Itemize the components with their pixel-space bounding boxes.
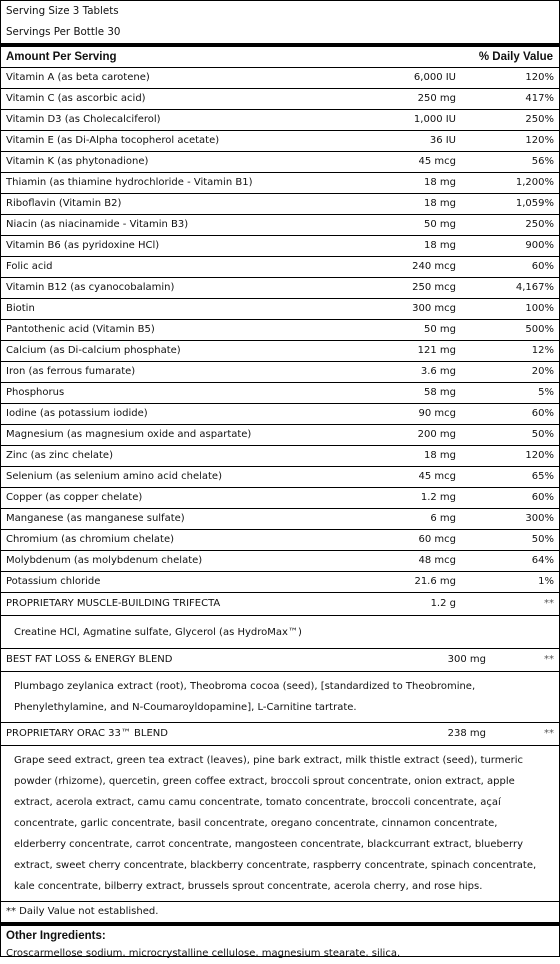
nutrient-row <box>1 194 559 215</box>
nutrient-daily-value: 60% <box>531 492 554 503</box>
nutrient-daily-value: 900% <box>525 240 554 251</box>
nutrient-amount: 1,000 IU <box>413 114 456 125</box>
blend-fat-loss-energy <box>1 649 559 723</box>
nutrient-name: Molybdenum (as molybdenum chelate) <box>6 555 203 566</box>
blend-amount: 238 mg <box>447 728 486 739</box>
nutrient-name: Biotin <box>6 303 35 314</box>
nutrient-name: Thiamin (as thiamine hydrochloride - Vitamin B1) <box>6 177 253 188</box>
nutrient-row <box>1 404 559 425</box>
blend-name: PROPRIETARY MUSCLE-BUILDING TRIFECTA <box>6 598 221 609</box>
blend-ingredients: Grape seed extract, green tea extract (leaves), pine bark extract, milk thistle extract (seed), turmeric powder (rhizome), quercetin, green coffee extract, broccoli sprout concentrate, onion extract, apple extract, acerola extract, camu camu concentrate, tomato concentrate, broccoli concentrate, açaí concentrate, garlic concentrate, basil concentrate, oregano concentrate, cinnamon concentrate, elderberry concentrate, carrot concentrate, mangosteen concentrate, blackcurrant extract, blueberry extract, sweet cherry concentrate, blackberry concentrate, raspberry concentrate, spinach concentrate, kale concentrate, bilberry extract, brussels sprout concentrate, acerola cherry, and rose hips. <box>1 746 559 902</box>
nutrient-row <box>1 278 559 299</box>
nutrient-name: Niacin (as niacinamide - Vitamin B3) <box>6 219 189 230</box>
nutrient-amount: 50 mg <box>424 219 456 230</box>
nutrient-name: Folic acid <box>6 261 53 272</box>
nutrient-amount: 48 mcg <box>418 555 456 566</box>
nutrient-amount: 300 mcg <box>412 303 456 314</box>
nutrient-row <box>1 530 559 551</box>
nutrient-row <box>1 467 559 488</box>
nutrient-daily-value: 1,059% <box>515 198 554 209</box>
nutrient-daily-value: 1,200% <box>515 177 554 188</box>
nutrient-name: Vitamin E (as Di-Alpha tocopherol acetate) <box>6 135 220 146</box>
nutrient-row <box>1 362 559 383</box>
nutrient-daily-value: 100% <box>525 303 554 314</box>
nutrient-row <box>1 551 559 572</box>
nutrient-row <box>1 110 559 131</box>
nutrient-amount: 18 mg <box>424 450 456 461</box>
nutrient-amount: 45 mcg <box>418 156 456 167</box>
nutrient-name: Copper (as copper chelate) <box>6 492 143 503</box>
blend-title-row <box>1 649 559 672</box>
nutrient-amount: 50 mg <box>424 324 456 335</box>
nutrient-amount: 250 mcg <box>412 282 456 293</box>
nutrient-amount: 6,000 IU <box>413 72 456 83</box>
nutrient-amount: 18 mg <box>424 240 456 251</box>
blend-orac <box>1 723 559 902</box>
nutrient-row <box>1 131 559 152</box>
nutrient-amount: 36 IU <box>429 135 456 146</box>
blend-ingredients: Creatine HCl, Agmatine sulfate, Glycerol (as HydroMax™) <box>1 616 559 649</box>
nutrient-row <box>1 173 559 194</box>
nutrient-row <box>1 572 559 593</box>
amount-per-serving-heading: Amount Per Serving <box>6 51 117 63</box>
nutrient-name: Iodine (as potassium iodide) <box>6 408 148 419</box>
nutrient-daily-value: 417% <box>525 93 554 104</box>
nutrient-name: Iron (as ferrous fumarate) <box>6 366 136 377</box>
daily-value-heading: % Daily Value <box>478 51 553 63</box>
nutrient-daily-value: 65% <box>531 471 554 482</box>
servings-per-container: Servings Per Bottle 30 <box>6 26 121 38</box>
nutrient-daily-value: 120% <box>525 72 554 83</box>
other-ingredients-title: Other Ingredients: <box>1 922 559 944</box>
nutrient-row <box>1 488 559 509</box>
nutrient-name: Vitamin D3 (as Cholecalciferol) <box>6 114 161 125</box>
nutrient-amount: 45 mcg <box>418 471 456 482</box>
nutrient-row <box>1 257 559 278</box>
nutrient-name: Chromium (as chromium chelate) <box>6 534 175 545</box>
nutrient-name: Vitamin B6 (as pyridoxine HCl) <box>6 240 160 251</box>
nutrient-amount: 18 mg <box>424 177 456 188</box>
nutrient-daily-value: 500% <box>525 324 554 335</box>
blend-muscle-building <box>1 593 559 649</box>
nutrient-daily-value: 50% <box>531 534 554 545</box>
nutrient-row <box>1 425 559 446</box>
nutrient-amount: 250 mg <box>417 93 456 104</box>
nutrient-daily-value: 50% <box>531 429 554 440</box>
nutrient-name: Pantothenic acid (Vitamin B5) <box>6 324 155 335</box>
nutrient-name: Potassium chloride <box>6 576 101 587</box>
nutrient-daily-value: 5% <box>538 387 554 398</box>
nutrient-row <box>1 509 559 530</box>
nutrient-amount: 90 mcg <box>418 408 456 419</box>
other-ingredients-text: Croscarmellose sodium, microcrystalline cellulose, magnesium stearate, silica. <box>6 948 401 959</box>
blend-ingredients: Plumbago zeylanica extract (root), Theobroma cocoa (seed), [standardized to Theobromine, Phenylethylamine, and N-Coumaroyldopamine], L-Carnitine tartrate. <box>1 672 559 723</box>
nutrient-name: Vitamin K (as phytonadione) <box>6 156 149 167</box>
nutrient-row <box>1 383 559 404</box>
nutrient-daily-value: 4,167% <box>515 282 554 293</box>
blend-title-row <box>1 723 559 746</box>
nutrient-amount: 21.6 mg <box>414 576 456 587</box>
nutrient-name: Selenium (as selenium amino acid chelate) <box>6 471 222 482</box>
blend-daily-value: ** <box>544 598 554 609</box>
nutrient-row <box>1 152 559 173</box>
nutrient-daily-value: 60% <box>531 261 554 272</box>
nutrient-name: Vitamin A (as beta carotene) <box>6 72 150 83</box>
nutrient-name: Vitamin B12 (as cyanocobalamin) <box>6 282 175 293</box>
nutrient-daily-value: 300% <box>525 513 554 524</box>
nutrient-row <box>1 89 559 110</box>
nutrient-amount: 6 mg <box>430 513 456 524</box>
nutrient-daily-value: 250% <box>525 219 554 230</box>
nutrient-amount: 60 mcg <box>418 534 456 545</box>
nutrient-name: Zinc (as zinc chelate) <box>6 450 113 461</box>
blend-name: PROPRIETARY ORAC 33™ BLEND <box>6 728 168 739</box>
nutrient-daily-value: 60% <box>531 408 554 419</box>
serving-size: Serving Size 3 Tablets <box>6 5 119 17</box>
nutrient-daily-value: 12% <box>531 345 554 356</box>
nutrient-row <box>1 236 559 257</box>
footnote: ** Daily Value not established. <box>6 906 159 917</box>
nutrient-daily-value: 64% <box>531 555 554 566</box>
nutrient-daily-value: 20% <box>531 366 554 377</box>
nutrient-daily-value: 1% <box>538 576 554 587</box>
nutrient-daily-value: 250% <box>525 114 554 125</box>
blend-amount: 1.2 g <box>430 598 456 609</box>
blend-amount: 300 mg <box>447 654 486 665</box>
nutrient-daily-value: 56% <box>531 156 554 167</box>
blend-title-row <box>1 593 559 616</box>
blend-daily-value: ** <box>544 728 554 739</box>
nutrient-amount: 58 mg <box>424 387 456 398</box>
nutrient-row <box>1 320 559 341</box>
nutrient-amount: 200 mg <box>417 429 456 440</box>
nutrient-name: Manganese (as manganese sulfate) <box>6 513 185 524</box>
nutrient-row <box>1 299 559 320</box>
table-header <box>1 47 559 68</box>
blend-name: BEST FAT LOSS & ENERGY BLEND <box>6 654 173 665</box>
blend-daily-value: ** <box>544 654 554 665</box>
nutrient-name: Phosphorus <box>6 387 65 398</box>
nutrient-amount: 18 mg <box>424 198 456 209</box>
nutrient-list <box>1 68 559 593</box>
nutrient-amount: 3.6 mg <box>420 366 456 377</box>
nutrient-name: Calcium (as Di-calcium phosphate) <box>6 345 181 356</box>
nutrient-row <box>1 68 559 89</box>
nutrient-name: Magnesium (as magnesium oxide and aspartate) <box>6 429 252 440</box>
nutrient-name: Vitamin C (as ascorbic acid) <box>6 93 146 104</box>
nutrient-daily-value: 120% <box>525 450 554 461</box>
nutrient-daily-value: 120% <box>525 135 554 146</box>
nutrient-amount: 240 mcg <box>412 261 456 272</box>
nutrient-amount: 121 mg <box>417 345 456 356</box>
nutrient-row <box>1 215 559 236</box>
nutrient-row <box>1 341 559 362</box>
nutrient-row <box>1 446 559 467</box>
nutrient-name: Riboflavin (Vitamin B2) <box>6 198 122 209</box>
nutrient-amount: 1.2 mg <box>420 492 456 503</box>
